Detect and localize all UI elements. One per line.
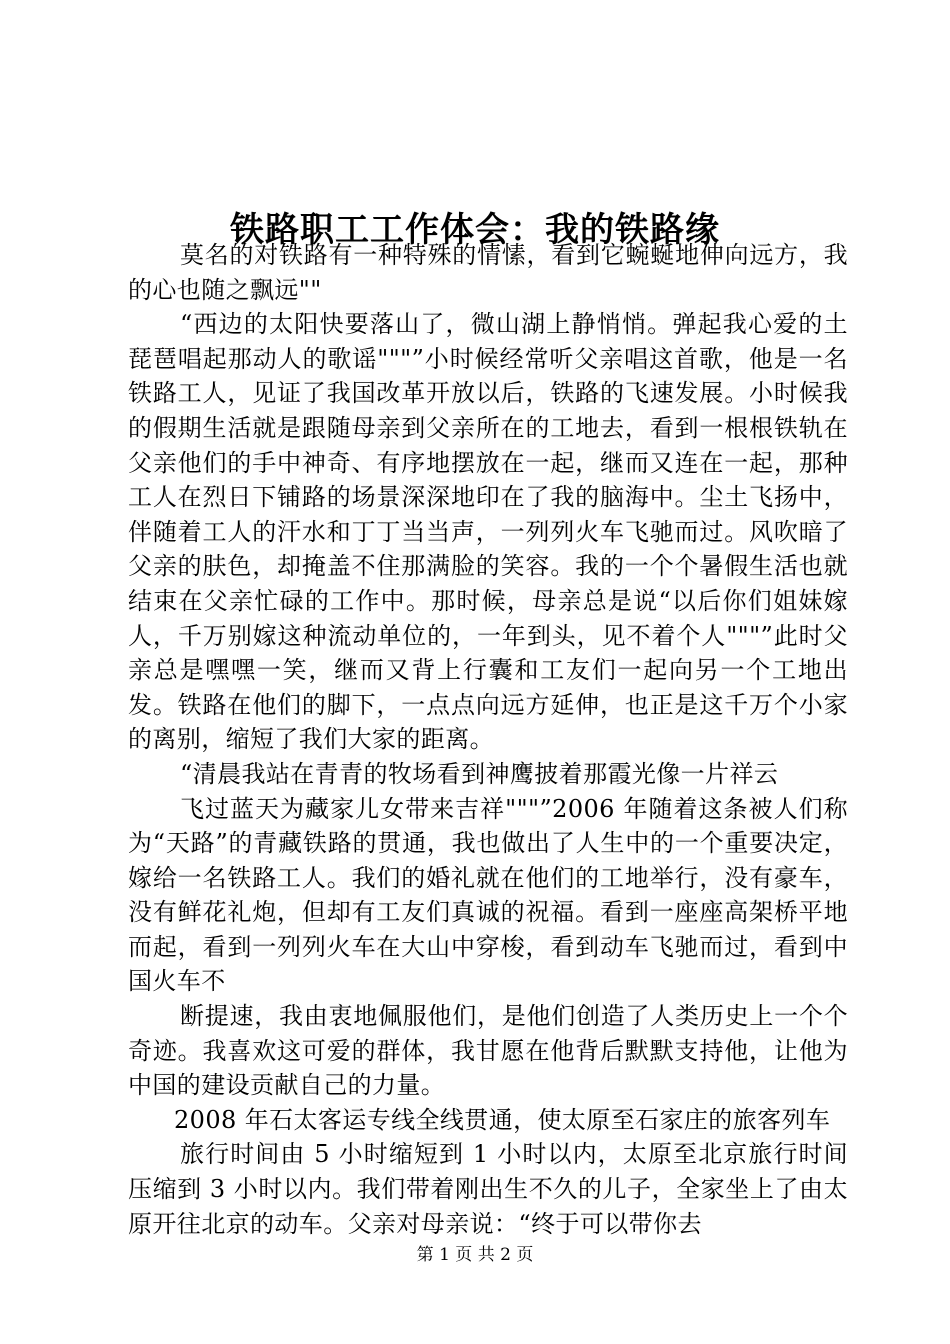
paragraph-1: 莫名的对铁路有一种特殊的情愫，看到它蜿蜒地伸向远方，我的心也随之飘远""	[128, 241, 848, 304]
paragraph-3: “清晨我站在青青的牧场看到神鹰披着那霞光像一片祥云	[180, 759, 779, 788]
paragraph-6: 2008 年石太客运专线全线贯通，使太原至石家庄的旅客列车	[174, 1105, 831, 1134]
paragraph-4: 飞过蓝天为藏家儿女带来吉祥"""”2006 年随着这条被人们称为“天路”的青藏铁路的贯通，我也做出了人生中的一个重要决定，嫁给一名铁路工人。我们的婚礼就在他们的工地举行，没有豪车，没有鲜花礼炮，但却有工友们真诚的祝福。看到一座座高架桥平地而起，看到一列列火车在大山中穿梭，看到动车飞驰而过，看到中国火车不	[128, 794, 848, 996]
paragraph-5: 断提速，我由衷地佩服他们，是他们创造了人类历史上一个个奇迹。我喜欢这可爱的群体，我甘愿在他背后默默支持他，让他为中国的建设贡献自己的力量。	[128, 1002, 848, 1100]
document-title: 铁路职工工作体会：我的铁路缘	[230, 209, 720, 250]
paragraph-2: “西边的太阳快要落山了，微山湖上静悄悄。弹起我心爱的土琵琶唱起那动人的歌谣"""”小时候经常听父亲唱这首歌，他是一名铁路工人，见证了我国改革开放以后，铁路的飞速发展。小时候我的假期生活就是跟随母亲到父亲所在的工地去，看到一根根铁轨在父亲他们的手中神奇、有序地摆放在一起，继而又连在一起，那种工人在烈日下铺路的场景深深地印在了我的脑海中。尘土飞扬中，伴随着工人的汗水和丁丁当当声，一列列火车飞驰而过。风吹暗了父亲的肤色，却掩盖不住那满脸的笑容。我的一个个暑假生活也就结束在父亲忙碌的工作中。那时候，母亲总是说“以后你们姐妹嫁人，千万别嫁这种流动单位的，一年到头，见不着个人"""”此时父亲总是嘿嘿一笑，继而又背上行囊和工友们一起向另一个工地出发。铁路在他们的脚下，一点点向远方延伸，也正是这千万个小家的离别，缩短了我们大家的距离。	[128, 310, 848, 754]
page-footer: 第 1 页 共 2 页	[416, 1245, 534, 1265]
document-body	[128, 238, 848, 1241]
paragraph-7: 旅行时间由 5 小时缩短到 1 小时以内，太原至北京旅行时间压缩到 3 小时以内。我们带着刚出生不久的儿子，全家坐上了由太原开往北京的动车。父亲对母亲说：“终于可以带你去	[128, 1140, 848, 1238]
